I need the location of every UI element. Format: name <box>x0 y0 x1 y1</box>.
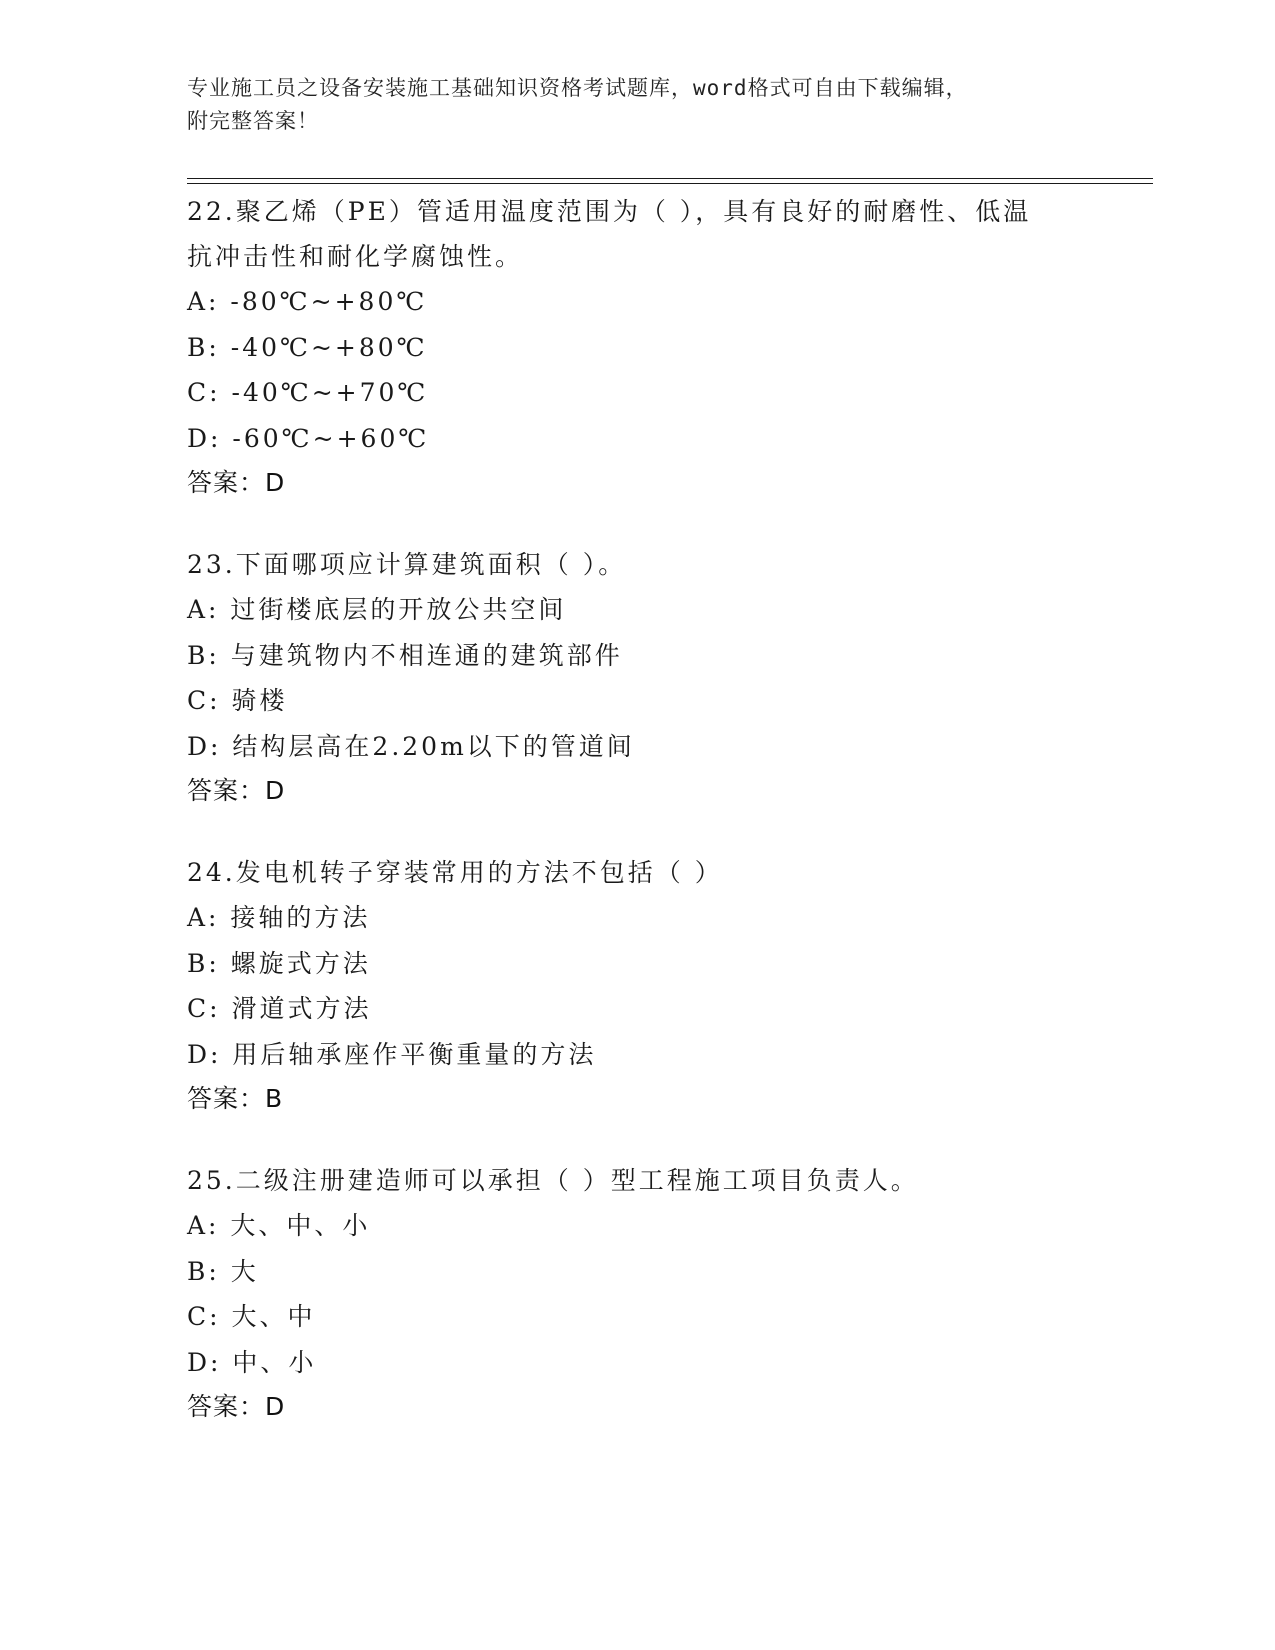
option-b: B: 与建筑物内不相连通的建筑部件 <box>187 640 623 670</box>
option-b: B: 螺旋式方法 <box>187 948 371 978</box>
option-d: D: 用后轴承座作平衡重量的方法 <box>187 1039 597 1069</box>
question-stem-line-2: 抗冲击性和耐化学腐蚀性。 <box>187 242 524 271</box>
header-divider-top <box>187 178 1153 179</box>
option-c: C: 滑道式方法 <box>187 994 372 1023</box>
option-d: D: 结构层高在2.20m以下的管道间 <box>187 731 635 761</box>
question-stem <box>187 189 1077 279</box>
header-divider-bottom <box>187 183 1153 184</box>
answer-label: 答案：D <box>187 776 286 805</box>
header-line-1: 专业施工员之设备安装施工基础知识资格考试题库，word格式可自由下载编辑， <box>187 76 968 100</box>
option-d: D: -60℃~+60℃ <box>187 423 430 453</box>
question-stem: 24.发电机转子穿装常用的方法不包括（ ） <box>187 858 723 887</box>
question-stem: 23.下面哪项应计算建筑面积（ ）。 <box>187 550 627 579</box>
question-24 <box>187 850 1077 1121</box>
answer-label: 答案：D <box>187 1392 286 1421</box>
question-25 <box>187 1158 1077 1429</box>
option-c: C: 骑楼 <box>187 686 288 715</box>
option-b: B: -40℃~+80℃ <box>187 332 428 362</box>
answer-label: 答案：D <box>187 468 286 497</box>
question-23 <box>187 542 1077 813</box>
option-a: A: 过街楼底层的开放公共空间 <box>187 595 567 624</box>
option-c: C: -40℃~+70℃ <box>187 378 429 407</box>
option-c: C: 大、中 <box>187 1302 316 1331</box>
option-d: D: 中、小 <box>187 1347 317 1377</box>
question-stem: 25.二级注册建造师可以承担（ ）型工程施工项目负责人。 <box>187 1166 919 1195</box>
question-22 <box>187 189 1077 505</box>
option-b: B: 大 <box>187 1256 259 1286</box>
option-a: A: 接轴的方法 <box>187 903 371 932</box>
question-list <box>187 189 1077 1466</box>
question-stem-line-1: 22.聚乙烯（PE）管适用温度范围为（ ），具有良好的耐磨性、低温 <box>187 197 1032 226</box>
header-line-2: 附完整答案！ <box>187 109 319 133</box>
answer-label: 答案：B <box>187 1084 284 1113</box>
option-a: A: 大、中、小 <box>187 1211 371 1240</box>
option-a: A: -80℃~+80℃ <box>187 287 428 316</box>
document-header <box>187 72 1067 138</box>
